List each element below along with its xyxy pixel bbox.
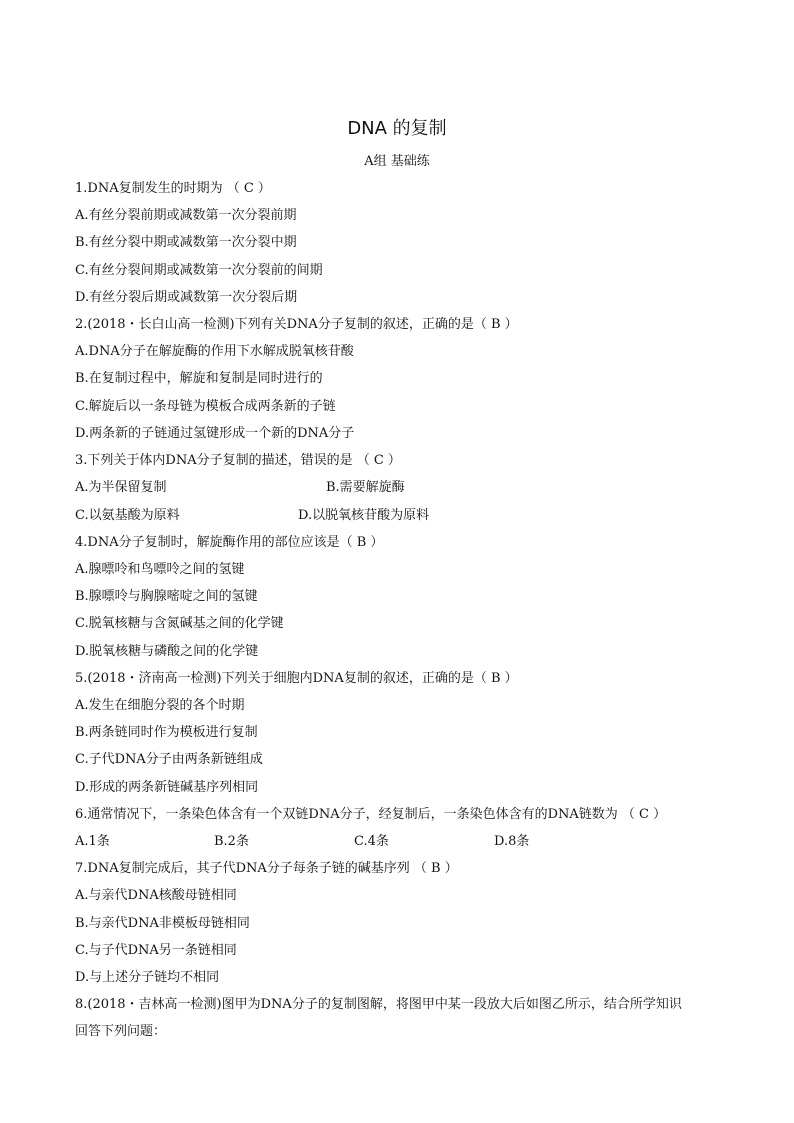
question-3-stem: 3.下列关于体内DNA分子复制的描述，错误的是 （ C ） bbox=[75, 453, 401, 468]
question-4-option-c: C.脱氧核糖与含氮碱基之间的化学键 bbox=[75, 616, 284, 631]
question-4-option-d: D.脱氧核糖与磷酸之间的化学键 bbox=[75, 644, 259, 659]
question-1-option-a: A.有丝分裂前期或减数第一次分裂前期 bbox=[75, 208, 297, 223]
question-2-option-b: B.在复制过程中，解旋和复制是同时进行的 bbox=[75, 371, 323, 386]
section-heading: A组 基础练 bbox=[364, 154, 430, 169]
question-6-option-a: A.1条 bbox=[75, 834, 110, 849]
question-8-stem: 8.(2018・吉林高一检测)图甲为DNA分子的复制图解，将图甲中某一段放大后如图乙所示，结合所学知识 bbox=[75, 997, 682, 1012]
question-5-stem: 5.(2018・济南高一检测)下列关于细胞内DNA复制的叙述，正确的是（ B ） bbox=[75, 671, 518, 686]
question-1-stem: 1.DNA复制发生的时期为 （ C ） bbox=[75, 181, 271, 196]
question-4-option-a: A.腺嘌呤和鸟嘌呤之间的氢键 bbox=[75, 562, 245, 577]
question-7-option-a: A.与亲代DNA核酸母链相同 bbox=[75, 888, 237, 903]
question-1-option-d: D.有丝分裂后期或减数第一次分裂后期 bbox=[75, 290, 298, 305]
question-2-option-a: A.DNA分子在解旋酶的作用下水解成脱氧核苷酸 bbox=[75, 344, 354, 359]
question-2-option-d: D.两条新的子链通过氢键形成一个新的DNA分子 bbox=[75, 426, 355, 441]
question-3-option-b: B.需要解旋酶 bbox=[326, 480, 405, 495]
question-5-option-d: D.形成的两条新链碱基序列相同 bbox=[75, 780, 259, 795]
question-7-option-b: B.与亲代DNA非模板母链相同 bbox=[75, 916, 250, 931]
question-1-option-c: C.有丝分裂间期或减数第一次分裂前的间期 bbox=[75, 263, 323, 278]
question-6-stem: 6.通常情况下，一条染色体含有一个双链DNA分子，经复制后，一条染色体含有的DNA链数为 （ C ） bbox=[75, 807, 667, 822]
question-7-stem: 7.DNA复制完成后，其子代DNA分子每条子链的碱基序列 （ B ） bbox=[75, 861, 458, 876]
question-2-option-c: C.解旋后以一条母链为模板合成两条新的子链 bbox=[75, 399, 336, 414]
question-2-stem: 2.(2018・长白山高一检测)下列有关DNA分子复制的叙述，正确的是（ B ） bbox=[75, 317, 518, 332]
question-6-option-c: C.4条 bbox=[354, 834, 389, 849]
question-5-option-a: A.发生在细胞分裂的各个时期 bbox=[75, 698, 245, 713]
question-4-stem: 4.DNA分子复制时，解旋酶作用的部位应该是（ B ） bbox=[75, 535, 384, 550]
question-6-option-d: D.8条 bbox=[494, 834, 530, 849]
question-3-option-d: D.以脱氧核苷酸为原料 bbox=[298, 508, 430, 523]
question-8-stem-continued: 回答下列问题： bbox=[75, 1024, 167, 1039]
question-7-option-d: D.与上述分子链均不相同 bbox=[75, 970, 220, 985]
page-title: DNA 的复制 bbox=[347, 118, 447, 139]
question-1-option-b: B.有丝分裂中期或减数第一次分裂中期 bbox=[75, 235, 297, 250]
question-6-option-b: B.2条 bbox=[214, 834, 249, 849]
question-5-option-b: B.两条链同时作为模板进行复制 bbox=[75, 725, 258, 740]
question-4-option-b: B.腺嘌呤与胸腺嘧啶之间的氢键 bbox=[75, 589, 258, 604]
question-3-option-c: C.以氨基酸为原料 bbox=[75, 508, 180, 523]
question-3-option-a: A.为半保留复制 bbox=[75, 480, 167, 495]
question-7-option-c: C.与子代DNA另一条链相同 bbox=[75, 943, 237, 958]
question-5-option-c: C.子代DNA分子由两条新链组成 bbox=[75, 752, 263, 767]
